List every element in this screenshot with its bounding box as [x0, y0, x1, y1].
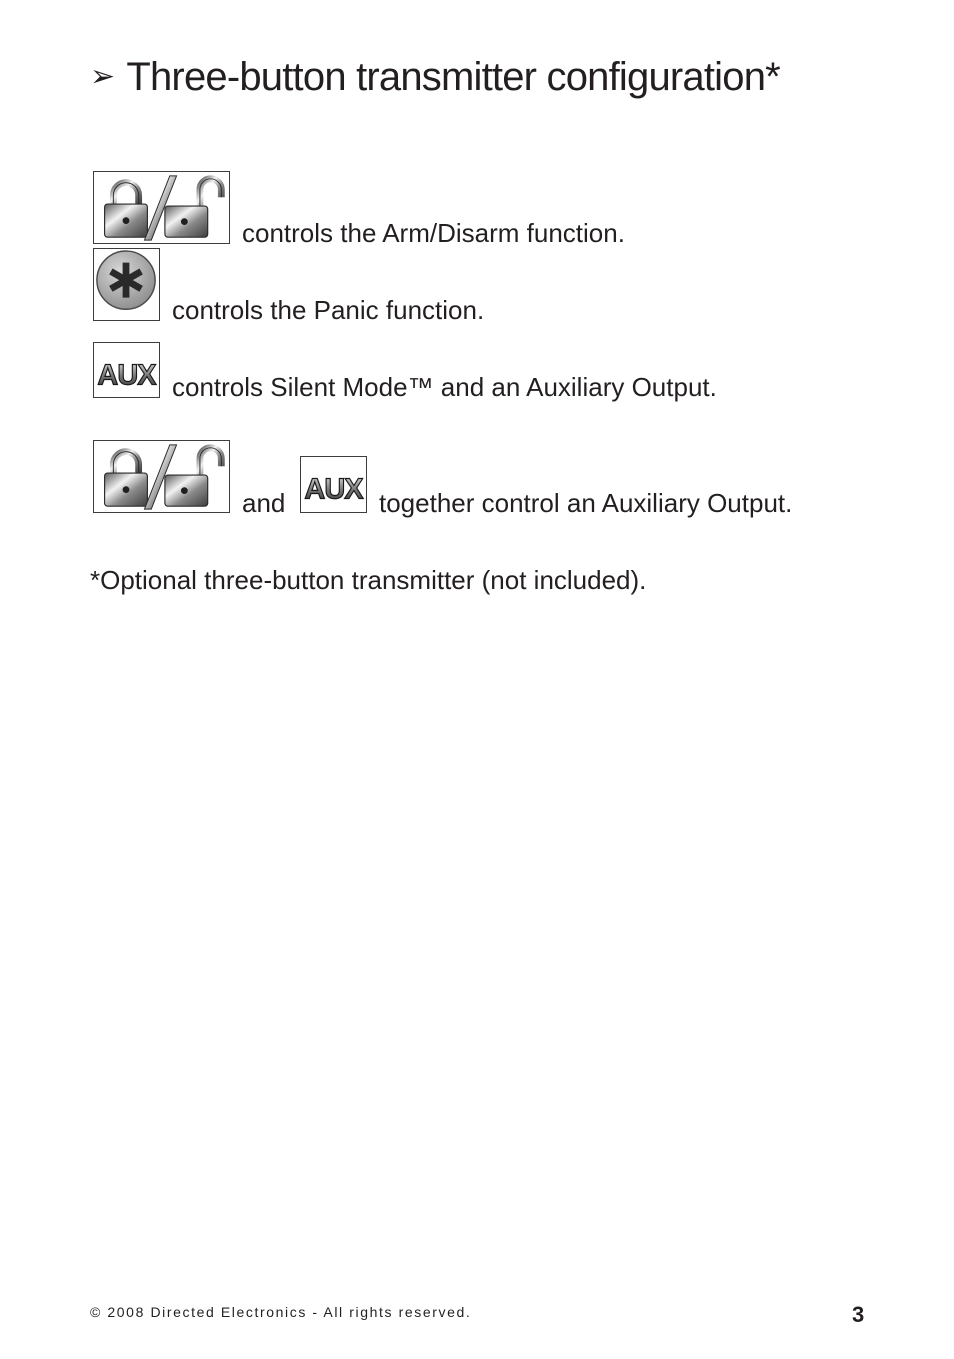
lock-unlock-icon: [93, 171, 230, 244]
page-title: [90, 52, 780, 102]
aux-icon-label: AUX: [304, 473, 363, 506]
arm-disarm-description: controls the Arm/Disarm function.: [242, 218, 625, 248]
asterisk-icon: [93, 248, 160, 321]
arrow-bullet-icon: ➢: [90, 60, 115, 93]
panic-description: controls the Panic function.: [172, 295, 485, 325]
lock-unlock-icon: [93, 440, 230, 513]
footnote: *Optional three-button transmitter (not included).: [90, 565, 647, 595]
combo-connector: and: [242, 488, 286, 518]
page-number: 3: [852, 1302, 865, 1327]
aux-description: controls Silent Mode™ and an Auxiliary Output.: [172, 372, 717, 402]
copyright-notice: © 2008 Directed Electronics - All rights reserved.: [90, 1304, 472, 1320]
page-title-text: Three-button transmitter configuration*: [126, 55, 780, 99]
aux-icon-label: AUX: [97, 359, 156, 392]
aux-icon: [300, 456, 367, 513]
combo-description: together control an Auxiliary Output.: [379, 488, 793, 518]
aux-icon: [93, 342, 160, 398]
